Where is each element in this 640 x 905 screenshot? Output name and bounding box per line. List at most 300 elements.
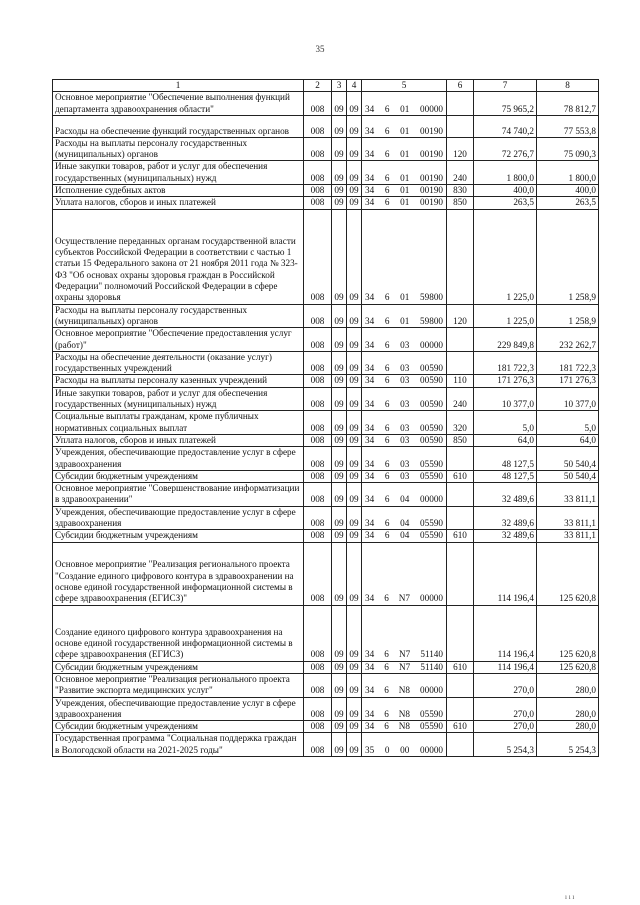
target-article-cell — [362, 661, 447, 673]
code-part: 6 — [384, 518, 390, 529]
admin-code-cell: 008 — [304, 115, 332, 137]
target-article-cell — [362, 411, 447, 435]
target-article-code — [362, 721, 446, 732]
target-article-code — [362, 459, 446, 470]
amount-2023-cell: 1 800,0 — [537, 161, 599, 185]
amount-2023-cell: 75 090,3 — [537, 137, 599, 161]
section-cell: 09 — [332, 530, 347, 542]
subsection-cell: 09 — [347, 137, 362, 161]
row-name-cell: Основное мероприятие "Реализация регионального проекта "Создание единого цифрового контура в здравоохранении на основе единой государственной информационной системы в сфере здравоохранения (ЕГИСЗ)" — [53, 542, 304, 605]
table-row — [53, 197, 599, 209]
code-part: 04 — [400, 494, 410, 505]
target-article-code — [362, 423, 446, 434]
header-col-1: 1 — [53, 80, 304, 92]
section-cell: 09 — [332, 375, 347, 387]
expense-type-cell — [447, 92, 474, 116]
subsection-cell: 09 — [347, 733, 362, 757]
table-row — [53, 673, 599, 697]
target-article-code — [362, 185, 446, 196]
target-article-code — [362, 363, 446, 374]
code-part: 05590 — [420, 530, 443, 541]
row-name-cell: Государственная программа "Социальная поддержка граждан в Вологодской области на 2021-2025 годы" — [53, 733, 304, 757]
code-part: 01 — [400, 292, 410, 303]
section-cell: 09 — [332, 209, 347, 304]
amount-2023-cell: 125 620,8 — [537, 661, 599, 673]
admin-code-cell: 008 — [304, 483, 332, 507]
code-part: 00000 — [420, 494, 443, 505]
target-article-code — [362, 494, 446, 505]
section-cell: 09 — [332, 721, 347, 733]
code-part: 01 — [400, 315, 410, 326]
row-name-cell: Основное мероприятие "Обеспечение предоставления услуг (работ)" — [53, 328, 304, 352]
row-name-cell: Учреждения, обеспечивающие предоставление услуг в сфере здравоохранения — [53, 506, 304, 530]
target-article-cell — [362, 483, 447, 507]
code-part: 00000 — [420, 744, 443, 755]
code-part: N7 — [399, 661, 411, 672]
code-part: 05590 — [420, 721, 443, 732]
admin-code-cell: 008 — [304, 351, 332, 375]
admin-code-cell: 008 — [304, 411, 332, 435]
amount-2022-cell: 181 722,3 — [474, 351, 537, 375]
subsection-cell: 09 — [347, 483, 362, 507]
amount-2022-cell: 229 849,8 — [474, 328, 537, 352]
target-article-code — [362, 149, 446, 160]
amount-2023-cell: 5 254,3 — [537, 733, 599, 757]
code-part: 05590 — [420, 458, 443, 469]
amount-2022-cell: 1 225,0 — [474, 209, 537, 304]
table-row — [53, 605, 599, 661]
page-number: 35 — [315, 44, 325, 54]
row-name-cell: Осуществление переданных органам государственной власти субъектов Российской Федерации в соответствии с частью 1 статьи 15 Федерального закона от 21 ноября 2011 года № 323-ФЗ "Об основах охраны здоровья граждан в Российской Федерации" полномочий Российской Федерации в сфере охраны здоровья — [53, 209, 304, 304]
section-cell: 09 — [332, 733, 347, 757]
section-cell: 09 — [332, 470, 347, 482]
admin-code-cell: 008 — [304, 530, 332, 542]
target-article-cell — [362, 506, 447, 530]
code-part: N7 — [399, 649, 411, 660]
row-name-cell: Субсидии бюджетным учреждениям — [53, 721, 304, 733]
subsection-cell: 09 — [347, 697, 362, 721]
header-col-2: 2 — [304, 80, 332, 92]
code-part: 6 — [384, 375, 390, 386]
expense-type-cell: 610 — [447, 470, 474, 482]
target-article-cell — [362, 470, 447, 482]
amount-2023-cell: 171 276,3 — [537, 375, 599, 387]
amount-2022-cell: 400,0 — [474, 185, 537, 197]
expense-type-cell — [447, 115, 474, 137]
amount-2023-cell: 125 620,8 — [537, 605, 599, 661]
code-part: 01 — [400, 172, 410, 183]
row-name-cell: Социальные выплаты гражданам, кроме публичных нормативных социальных выплат — [53, 411, 304, 435]
expense-type-cell — [447, 542, 474, 605]
subsection-cell: 09 — [347, 661, 362, 673]
section-cell: 09 — [332, 483, 347, 507]
amount-2022-cell: 32 489,6 — [474, 483, 537, 507]
section-cell: 09 — [332, 697, 347, 721]
target-article-cell — [362, 197, 447, 209]
section-cell: 09 — [332, 434, 347, 446]
code-part: 05590 — [420, 470, 443, 481]
code-part: 6 — [384, 685, 389, 696]
code-part: 34 — [365, 685, 375, 696]
target-article-code — [362, 709, 446, 720]
expense-type-cell — [447, 733, 474, 757]
admin-code-cell: 008 — [304, 387, 332, 411]
code-part: 51140 — [420, 661, 443, 672]
code-part: 34 — [365, 708, 375, 719]
subsection-cell: 09 — [347, 304, 362, 328]
code-part: 34 — [365, 172, 375, 183]
header-col-3: 3 — [332, 80, 347, 92]
code-part: 6 — [384, 708, 389, 719]
code-part: 34 — [365, 494, 375, 505]
admin-code-cell: 008 — [304, 434, 332, 446]
target-article-code — [362, 173, 446, 184]
code-part: 00590 — [420, 422, 443, 433]
code-part: 00590 — [420, 375, 443, 386]
admin-code-cell: 008 — [304, 161, 332, 185]
code-part: 34 — [365, 434, 375, 445]
amount-2022-cell: 270,0 — [474, 697, 537, 721]
row-name-cell: Учреждения, обеспечивающие предоставление услуг в сфере здравоохранения — [53, 447, 304, 471]
code-part: 6 — [384, 494, 390, 505]
target-article-cell — [362, 697, 447, 721]
subsection-cell: 09 — [347, 542, 362, 605]
target-article-code — [362, 316, 446, 327]
code-part: 34 — [365, 125, 375, 136]
table-row — [53, 506, 599, 530]
code-part: 6 — [384, 661, 389, 672]
amount-2023-cell: 33 811,1 — [537, 506, 599, 530]
admin-code-cell: 008 — [304, 375, 332, 387]
subsection-cell: 09 — [347, 328, 362, 352]
target-article-code — [362, 471, 446, 482]
table-row — [53, 328, 599, 352]
code-part: 6 — [384, 339, 390, 350]
section-cell: 09 — [332, 605, 347, 661]
row-name-cell: Основное мероприятие "Совершенствование информатизации в здравоохранении" — [53, 483, 304, 507]
header-col-4: 4 — [347, 80, 362, 92]
code-part: 34 — [365, 315, 375, 326]
subsection-cell: 09 — [347, 161, 362, 185]
admin-code-cell: 008 — [304, 197, 332, 209]
table-row — [53, 185, 599, 197]
row-name-cell: Исполнение судебных актов — [53, 185, 304, 197]
admin-code-cell: 008 — [304, 661, 332, 673]
target-article-code — [362, 518, 446, 529]
code-part: 04 — [400, 518, 410, 529]
code-part: 00000 — [420, 103, 443, 114]
row-name-cell: Расходы на обеспечение деятельности (оказание услуг) государственных учреждений — [53, 351, 304, 375]
table-row — [53, 411, 599, 435]
target-article-cell — [362, 605, 447, 661]
table-row — [53, 483, 599, 507]
code-part: 6 — [384, 399, 390, 410]
table-row — [53, 115, 599, 137]
target-article-code — [362, 662, 446, 673]
admin-code-cell: 008 — [304, 209, 332, 304]
expense-type-cell — [447, 483, 474, 507]
code-part: 34 — [365, 197, 375, 208]
code-part: 34 — [365, 185, 375, 196]
code-part: 6 — [384, 593, 389, 604]
admin-code-cell: 008 — [304, 605, 332, 661]
amount-2022-cell: 75 965,2 — [474, 92, 537, 116]
row-name-cell: Учреждения, обеспечивающие предоставление услуг в сфере здравоохранения — [53, 697, 304, 721]
table-row — [53, 351, 599, 375]
admin-code-cell: 008 — [304, 185, 332, 197]
target-article-code — [362, 745, 446, 756]
target-article-code — [362, 399, 446, 410]
target-article-cell — [362, 328, 447, 352]
amount-2023-cell: 280,0 — [537, 721, 599, 733]
amount-2023-cell: 1 258,9 — [537, 304, 599, 328]
amount-2022-cell: 171 276,3 — [474, 375, 537, 387]
amount-2022-cell: 1 225,0 — [474, 304, 537, 328]
admin-code-cell: 008 — [304, 733, 332, 757]
code-part: 00000 — [420, 685, 443, 696]
table-body — [53, 92, 599, 757]
target-article-code — [362, 375, 446, 386]
section-cell: 09 — [332, 542, 347, 605]
code-part: 6 — [384, 197, 390, 208]
code-part: 6 — [384, 649, 389, 660]
table-row — [53, 387, 599, 411]
table-row — [53, 697, 599, 721]
row-name-cell: Субсидии бюджетным учреждениям — [53, 470, 304, 482]
amount-2023-cell: 64,0 — [537, 434, 599, 446]
table-row — [53, 209, 599, 304]
table-row — [53, 304, 599, 328]
code-part: 03 — [400, 470, 410, 481]
code-part: 51140 — [420, 649, 443, 660]
header-row — [53, 80, 599, 92]
subsection-cell: 09 — [347, 506, 362, 530]
subsection-cell: 09 — [347, 673, 362, 697]
target-article-cell — [362, 115, 447, 137]
code-part: 34 — [365, 458, 375, 469]
amount-2022-cell: 32 489,6 — [474, 506, 537, 530]
amount-2022-cell: 5,0 — [474, 411, 537, 435]
target-article-code — [362, 530, 446, 541]
target-article-cell — [362, 542, 447, 605]
expense-type-cell: 320 — [447, 411, 474, 435]
code-part: 34 — [365, 339, 375, 350]
code-part: 34 — [365, 149, 375, 160]
section-cell: 09 — [332, 137, 347, 161]
subsection-cell: 09 — [347, 434, 362, 446]
corner-mark: ı ı ı — [565, 893, 575, 901]
code-part: 34 — [365, 103, 375, 114]
admin-code-cell: 008 — [304, 328, 332, 352]
code-part: 01 — [400, 149, 410, 160]
target-article-code — [362, 649, 446, 660]
target-article-cell — [362, 137, 447, 161]
amount-2022-cell: 48 127,5 — [474, 470, 537, 482]
code-part: 00000 — [420, 339, 443, 350]
code-part: 03 — [400, 434, 410, 445]
amount-2023-cell: 181 722,3 — [537, 351, 599, 375]
expense-type-cell: 610 — [447, 661, 474, 673]
amount-2022-cell: 114 196,4 — [474, 605, 537, 661]
expense-type-cell: 120 — [447, 137, 474, 161]
code-part: 34 — [365, 721, 375, 732]
row-name-cell: Субсидии бюджетным учреждениям — [53, 661, 304, 673]
section-cell: 09 — [332, 506, 347, 530]
section-cell: 09 — [332, 411, 347, 435]
code-part: 6 — [384, 172, 390, 183]
section-cell: 09 — [332, 161, 347, 185]
code-part: 6 — [384, 103, 390, 114]
table-row — [53, 661, 599, 673]
admin-code-cell: 008 — [304, 697, 332, 721]
target-article-code — [362, 104, 446, 115]
row-name-cell: Расходы на выплаты персоналу казенных учреждений — [53, 375, 304, 387]
amount-2023-cell: 10 377,0 — [537, 387, 599, 411]
amount-2022-cell: 114 196,4 — [474, 661, 537, 673]
target-article-cell — [362, 673, 447, 697]
code-part: 01 — [400, 125, 410, 136]
amount-2022-cell: 64,0 — [474, 434, 537, 446]
target-article-cell — [362, 434, 447, 446]
target-article-cell — [362, 209, 447, 304]
expense-type-cell: 610 — [447, 721, 474, 733]
target-article-cell — [362, 161, 447, 185]
code-part: 34 — [365, 399, 375, 410]
row-name-cell: Расходы на выплаты персоналу государственных (муниципальных) органов — [53, 137, 304, 161]
target-article-cell — [362, 447, 447, 471]
code-part: 00190 — [420, 149, 443, 160]
expense-type-cell: 240 — [447, 161, 474, 185]
code-part: N8 — [398, 685, 411, 696]
code-part: 6 — [384, 470, 390, 481]
code-part: 03 — [400, 375, 410, 386]
code-part: 01 — [400, 185, 410, 196]
code-part: 59800 — [420, 292, 443, 303]
amount-2023-cell: 280,0 — [537, 697, 599, 721]
amount-2022-cell: 72 276,7 — [474, 137, 537, 161]
code-part: 05590 — [420, 518, 443, 529]
code-part: 0 — [384, 744, 390, 755]
code-part: 01 — [400, 103, 410, 114]
target-article-code — [362, 685, 446, 696]
budget-table — [52, 79, 599, 757]
target-article-code — [362, 197, 446, 208]
subsection-cell: 09 — [347, 92, 362, 116]
code-part: 03 — [400, 363, 410, 374]
header-col-8: 8 — [537, 80, 599, 92]
code-part: 00590 — [420, 399, 443, 410]
subsection-cell: 09 — [347, 447, 362, 471]
amount-2022-cell: 5 254,3 — [474, 733, 537, 757]
row-name-cell: Расходы на обеспечение функций государственных органов — [53, 115, 304, 137]
code-part: 00590 — [420, 434, 443, 445]
row-name-cell: Субсидии бюджетным учреждениям — [53, 530, 304, 542]
amount-2023-cell: 400,0 — [537, 185, 599, 197]
code-part: 00190 — [420, 185, 443, 196]
code-part: 03 — [400, 399, 410, 410]
code-part: 03 — [400, 422, 410, 433]
amount-2023-cell: 5,0 — [537, 411, 599, 435]
code-part: 34 — [365, 363, 375, 374]
code-part: 34 — [365, 292, 375, 303]
code-part: 00 — [400, 744, 410, 755]
section-cell: 09 — [332, 328, 347, 352]
header-col-7: 7 — [474, 80, 537, 92]
target-article-cell — [362, 387, 447, 411]
row-name-cell: Иные закупки товаров, работ и услуг для обеспечения государственных (муниципальных) нужд — [53, 161, 304, 185]
code-part: N7 — [398, 593, 411, 604]
subsection-cell: 09 — [347, 185, 362, 197]
target-article-cell — [362, 733, 447, 757]
code-part: N8 — [398, 708, 411, 719]
amount-2023-cell: 263,5 — [537, 197, 599, 209]
target-article-cell — [362, 530, 447, 542]
expense-type-cell: 610 — [447, 530, 474, 542]
target-article-code — [362, 435, 446, 446]
code-part: 00190 — [420, 125, 443, 136]
expense-type-cell — [447, 351, 474, 375]
row-name-cell: Иные закупки товаров, работ и услуг для обеспечения государственных (муниципальных) нужд — [53, 387, 304, 411]
target-article-code — [362, 292, 446, 303]
code-part: 59800 — [420, 315, 443, 326]
amount-2023-cell: 33 811,1 — [537, 530, 599, 542]
code-part: 01 — [400, 197, 410, 208]
target-article-cell — [362, 375, 447, 387]
amount-2022-cell: 270,0 — [474, 673, 537, 697]
amount-2023-cell: 232 262,7 — [537, 328, 599, 352]
admin-code-cell: 008 — [304, 542, 332, 605]
section-cell: 09 — [332, 115, 347, 137]
subsection-cell: 09 — [347, 721, 362, 733]
code-part: 34 — [365, 530, 375, 541]
subsection-cell: 09 — [347, 411, 362, 435]
target-article-code — [362, 340, 446, 351]
row-name-cell: Создание единого цифрового контура здравоохранения на основе единой государственной информационной системы в сфере здравоохранения (ЕГИСЗ) — [53, 605, 304, 661]
amount-2023-cell: 50 540,4 — [537, 470, 599, 482]
amount-2022-cell: 32 489,6 — [474, 530, 537, 542]
code-part: 04 — [400, 530, 410, 541]
admin-code-cell: 008 — [304, 137, 332, 161]
section-cell: 09 — [332, 661, 347, 673]
subsection-cell: 09 — [347, 209, 362, 304]
code-part: 00590 — [420, 363, 443, 374]
code-part: 6 — [384, 363, 390, 374]
subsection-cell: 09 — [347, 530, 362, 542]
code-part: 34 — [365, 375, 375, 386]
code-part: 6 — [384, 125, 390, 136]
amount-2023-cell: 77 553,8 — [537, 115, 599, 137]
subsection-cell: 09 — [347, 351, 362, 375]
expense-type-cell — [447, 447, 474, 471]
section-cell: 09 — [332, 673, 347, 697]
code-part: 6 — [384, 530, 390, 541]
expense-type-cell: 240 — [447, 387, 474, 411]
amount-2023-cell: 78 812,7 — [537, 92, 599, 116]
expense-type-cell: 120 — [447, 304, 474, 328]
table-row — [53, 470, 599, 482]
code-part: 35 — [365, 744, 375, 755]
amount-2023-cell: 125 620,8 — [537, 542, 599, 605]
code-part: 34 — [365, 518, 375, 529]
code-part: 03 — [400, 339, 410, 350]
code-part: 34 — [365, 649, 375, 660]
code-part: 34 — [365, 661, 375, 672]
section-cell: 09 — [332, 304, 347, 328]
code-part: 6 — [384, 422, 390, 433]
target-article-cell — [362, 304, 447, 328]
row-name-cell: Расходы на выплаты персоналу государственных (муниципальных) органов — [53, 304, 304, 328]
expense-type-cell: 830 — [447, 185, 474, 197]
